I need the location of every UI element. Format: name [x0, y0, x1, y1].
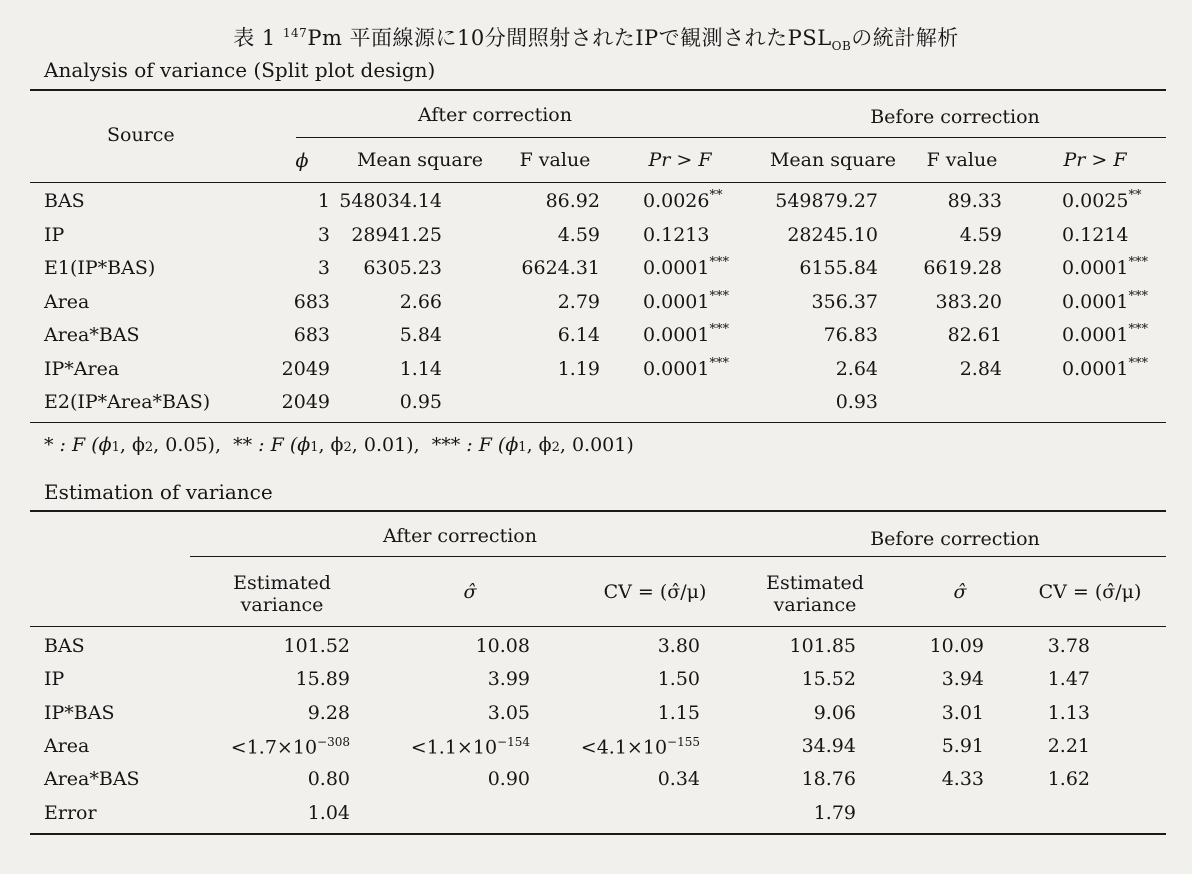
anova-header-before: Before correction	[870, 106, 1040, 128]
est-header-ev-after	[212, 572, 352, 616]
anova-row-source: Area	[44, 290, 90, 313]
caption-suffix: の統計解析	[851, 26, 959, 50]
est-row-source: IP	[44, 668, 65, 691]
significance-stars: **	[709, 188, 723, 203]
est-row-ev-before: 15.52	[801, 668, 856, 691]
footnote-mid1: , ϕ	[119, 434, 145, 456]
anova-row-phi: 2049	[281, 357, 330, 380]
anova-row-pr-after	[643, 288, 729, 313]
anova-row-f-after: 4.59	[557, 223, 600, 246]
est-row-cv-before: 3.78	[1047, 635, 1090, 657]
value: <1.7×10	[230, 736, 318, 759]
est-row-cv-after	[540, 768, 700, 790]
est-row-source: Area	[44, 734, 90, 757]
value: 101.52	[283, 635, 350, 657]
est-row-sigma-after	[370, 635, 530, 657]
value: <4.1×10	[580, 736, 668, 759]
anova-row-phi: 1	[317, 190, 330, 212]
est-row-ev-after	[160, 635, 350, 657]
footnote-text3: : F (ϕ	[460, 434, 519, 456]
anova-row-ms-after: 0.95	[399, 391, 442, 413]
value: 1.50	[657, 668, 700, 691]
footnote-end3: , 0.001)	[559, 434, 634, 456]
footnote-sub2b: 2	[343, 440, 352, 455]
exponent: −155	[667, 734, 700, 749]
significance-stars: ***	[709, 355, 729, 371]
est-header-cv-after: CV = (σ̂/μ)	[603, 581, 707, 603]
est-row-source: Area*BAS	[44, 768, 140, 791]
pr-value: 0.0001	[643, 290, 710, 313]
value: 1.04	[307, 801, 350, 824]
footnote-end2: , 0.01),	[351, 434, 420, 456]
est-header-rule	[30, 626, 1166, 627]
value: 1.15	[657, 701, 700, 724]
anova-row-f-after: 2.79	[557, 290, 600, 313]
anova-row-source: BAS	[44, 190, 85, 212]
anova-row-source: E2(IP*Area*BAS)	[44, 391, 211, 413]
footnote-end1: , 0.05),	[153, 434, 222, 456]
anova-row-ms-before: 549879.27	[775, 190, 878, 212]
footnote-sub3b: 2	[551, 440, 560, 455]
footnote-star1: *	[44, 434, 54, 456]
est-header-after: After correction	[383, 525, 537, 547]
est-row-source: Error	[44, 801, 97, 824]
exponent: −154	[497, 734, 530, 749]
est-row-ev-after	[160, 802, 350, 824]
anova-row-ms-after: 2.66	[399, 290, 442, 313]
est-row-ev-before: 18.76	[801, 768, 856, 791]
anova-row-f-before: 82.61	[947, 324, 1002, 346]
pr-value: 0.0001	[643, 357, 710, 380]
significance-stars: ***	[1128, 288, 1148, 304]
anova-title: Analysis of variance (Split plot design)	[44, 58, 436, 82]
est-header-ev-before-line1: Estimated	[766, 572, 864, 594]
pr-value: 0.1214	[1062, 223, 1129, 246]
value: 3.80	[657, 635, 700, 657]
est-header-ev-after-line1: Estimated	[233, 572, 331, 594]
anova-row-pr-after	[643, 190, 722, 212]
table-caption	[0, 22, 1192, 53]
anova-header-ms-before: Mean square	[769, 149, 897, 171]
anova-subheader-rule	[296, 137, 1166, 138]
anova-row-source: IP	[44, 223, 65, 246]
est-row-cv-after	[540, 668, 700, 690]
anova-header-pr-before: Pr > F	[1063, 149, 1127, 171]
pr-value: 0.0026	[643, 190, 710, 212]
anova-row-ms-after: 5.84	[399, 324, 442, 346]
value: 10.08	[475, 635, 530, 657]
significance-stars: ***	[1128, 255, 1148, 270]
anova-row-f-after: 6624.31	[521, 257, 600, 279]
footnote-text1: : F (ϕ	[53, 434, 112, 456]
est-row-ev-before: 9.06	[813, 701, 856, 724]
anova-row-ms-before: 76.83	[823, 324, 878, 346]
anova-row-source: E1(IP*BAS)	[44, 257, 156, 279]
anova-row-phi: 2049	[281, 391, 330, 413]
anova-row-ms-after: 6305.23	[363, 257, 442, 279]
est-row-cv-before: 1.13	[1047, 701, 1090, 724]
caption-isotope-mass: 147	[282, 26, 308, 40]
footnote-sub3a: 1	[518, 440, 527, 455]
anova-row-pr-before	[1062, 355, 1148, 380]
est-row-ev-after	[160, 768, 350, 790]
est-row-ev-after	[160, 735, 350, 758]
exponent: −308	[317, 734, 350, 749]
anova-header-ms-after: Mean square	[356, 149, 484, 171]
anova-row-ms-before: 6155.84	[799, 257, 878, 279]
footnote-mid2: , ϕ	[318, 434, 344, 456]
est-row-sigma-after	[370, 768, 530, 790]
anova-row-pr-after	[643, 355, 729, 380]
est-row-sigma-after	[370, 735, 530, 758]
footnote-mid3: , ϕ	[526, 434, 552, 456]
footnote-sub1a: 1	[111, 440, 120, 455]
anova-row-pr-after	[643, 257, 729, 279]
anova-row-pr-before	[1062, 190, 1141, 212]
anova-row-ms-after: 548034.14	[339, 190, 442, 212]
anova-row-phi: 3	[317, 257, 330, 279]
anova-row-f-after: 6.14	[557, 324, 600, 346]
est-row-source: BAS	[44, 635, 85, 657]
pr-value: 0.0001	[643, 324, 710, 346]
value: 3.05	[487, 701, 530, 724]
significance-footnote	[44, 434, 634, 456]
anova-row-f-before: 89.33	[947, 190, 1002, 212]
est-row-ev-before: 1.79	[813, 801, 856, 824]
anova-row-pr-before	[1062, 324, 1148, 346]
anova-row-ms-before: 0.93	[835, 391, 878, 413]
est-row-cv-before: 1.47	[1047, 668, 1090, 691]
value: 15.89	[295, 668, 350, 691]
anova-row-ms-after: 1.14	[399, 357, 442, 380]
anova-row-f-after: 86.92	[545, 190, 600, 212]
pr-value: 0.0001	[1062, 324, 1129, 346]
anova-row-ms-before: 2.64	[835, 357, 878, 380]
anova-header-rule	[30, 182, 1166, 183]
est-row-sigma-after	[370, 702, 530, 724]
anova-row-pr-before	[1062, 257, 1148, 279]
est-row-cv-before: 1.62	[1047, 768, 1090, 791]
est-header-sigma-before: σ̂	[953, 581, 967, 603]
pr-value: 0.0001	[1062, 357, 1129, 380]
significance-stars: ***	[1128, 355, 1148, 371]
est-row-ev-after	[160, 668, 350, 690]
anova-header-source: Source	[107, 124, 175, 146]
anova-header-after: After correction	[418, 104, 572, 126]
value: 0.80	[307, 768, 350, 791]
est-row-sigma-before: 4.33	[941, 768, 984, 791]
estimation-top-rule	[30, 510, 1166, 512]
est-row-sigma-before: 10.09	[929, 635, 984, 657]
estimation-bottom-rule	[30, 833, 1166, 835]
anova-row-phi: 683	[293, 290, 330, 313]
est-row-cv-before: 2.21	[1047, 734, 1090, 757]
footnote-sub1b: 2	[144, 440, 154, 455]
est-row-ev-after	[160, 702, 350, 724]
est-header-cv-before: CV = (σ̂/μ)	[1038, 581, 1142, 603]
est-header-ev-before-line2: variance	[773, 594, 857, 616]
estimation-title: Estimation of variance	[44, 480, 273, 504]
significance-stars: **	[1128, 188, 1142, 203]
est-row-source: IP*BAS	[44, 701, 115, 724]
value: 0.34	[657, 768, 700, 791]
est-row-sigma-before: 3.94	[941, 668, 984, 691]
est-header-ev-before	[745, 572, 885, 616]
anova-header-f-before: F value	[926, 149, 998, 171]
pr-value: 0.0025	[1062, 190, 1129, 212]
anova-top-rule	[30, 89, 1166, 91]
caption-main: Pm 平面線源に10分間照射されたIPで観測されたPSL	[307, 26, 832, 50]
anova-row-f-before: 2.84	[959, 357, 1002, 380]
anova-header-phi: ϕ	[295, 150, 309, 172]
est-row-sigma-before: 3.01	[941, 701, 984, 724]
value: <1.1×10	[410, 736, 498, 759]
caption-subscript: OB	[831, 39, 852, 54]
anova-row-ms-after: 28941.25	[351, 223, 442, 246]
est-row-cv-after	[540, 702, 700, 724]
est-row-sigma-after	[370, 668, 530, 690]
value: 3.99	[487, 668, 530, 691]
anova-row-f-before: 6619.28	[923, 257, 1002, 279]
anova-row-pr-after	[643, 324, 729, 346]
pr-value: 0.0001	[1062, 257, 1129, 279]
anova-bottom-rule	[30, 422, 1166, 423]
est-row-cv-after	[540, 635, 700, 657]
anova-header-pr-after: Pr > F	[648, 149, 712, 171]
anova-row-pr-after	[643, 224, 709, 246]
anova-row-phi: 683	[293, 324, 330, 346]
anova-row-ms-before: 28245.10	[787, 223, 878, 246]
est-subheader-rule	[190, 556, 1166, 557]
est-header-ev-after-line2: variance	[240, 594, 324, 616]
pr-value: 0.0001	[643, 257, 710, 279]
footnote-star3: ***	[431, 434, 461, 456]
value: 0.90	[487, 768, 530, 791]
value: 9.28	[307, 701, 350, 724]
anova-row-pr-before	[1062, 288, 1148, 313]
est-row-ev-before: 34.94	[801, 734, 856, 757]
est-header-sigma-after: σ̂	[463, 581, 477, 603]
anova-row-source: Area*BAS	[44, 324, 140, 346]
footnote-text2: : F (ϕ	[252, 434, 311, 456]
anova-row-pr-before	[1062, 224, 1128, 246]
significance-stars: ***	[1128, 322, 1148, 337]
significance-stars: ***	[709, 255, 729, 270]
anova-row-f-before: 4.59	[959, 223, 1002, 246]
anova-header-f-after: F value	[519, 149, 591, 171]
significance-stars: ***	[709, 288, 729, 304]
anova-row-ms-before: 356.37	[811, 290, 878, 313]
est-row-sigma-before: 5.91	[941, 734, 984, 757]
footnote-sub2a: 1	[310, 440, 319, 455]
anova-row-f-before: 383.20	[935, 290, 1002, 313]
significance-stars: ***	[709, 322, 729, 337]
pr-value: 0.1213	[643, 223, 710, 246]
pr-value: 0.0001	[1062, 290, 1129, 313]
footnote-star2: **	[233, 434, 253, 456]
est-row-ev-before: 101.85	[789, 635, 856, 657]
anova-row-source: IP*Area	[44, 357, 120, 380]
anova-row-phi: 3	[317, 223, 330, 246]
est-row-cv-after	[540, 735, 700, 758]
est-header-before: Before correction	[870, 528, 1040, 550]
caption-prefix: 表 1	[233, 26, 283, 50]
anova-row-f-after: 1.19	[557, 357, 600, 380]
